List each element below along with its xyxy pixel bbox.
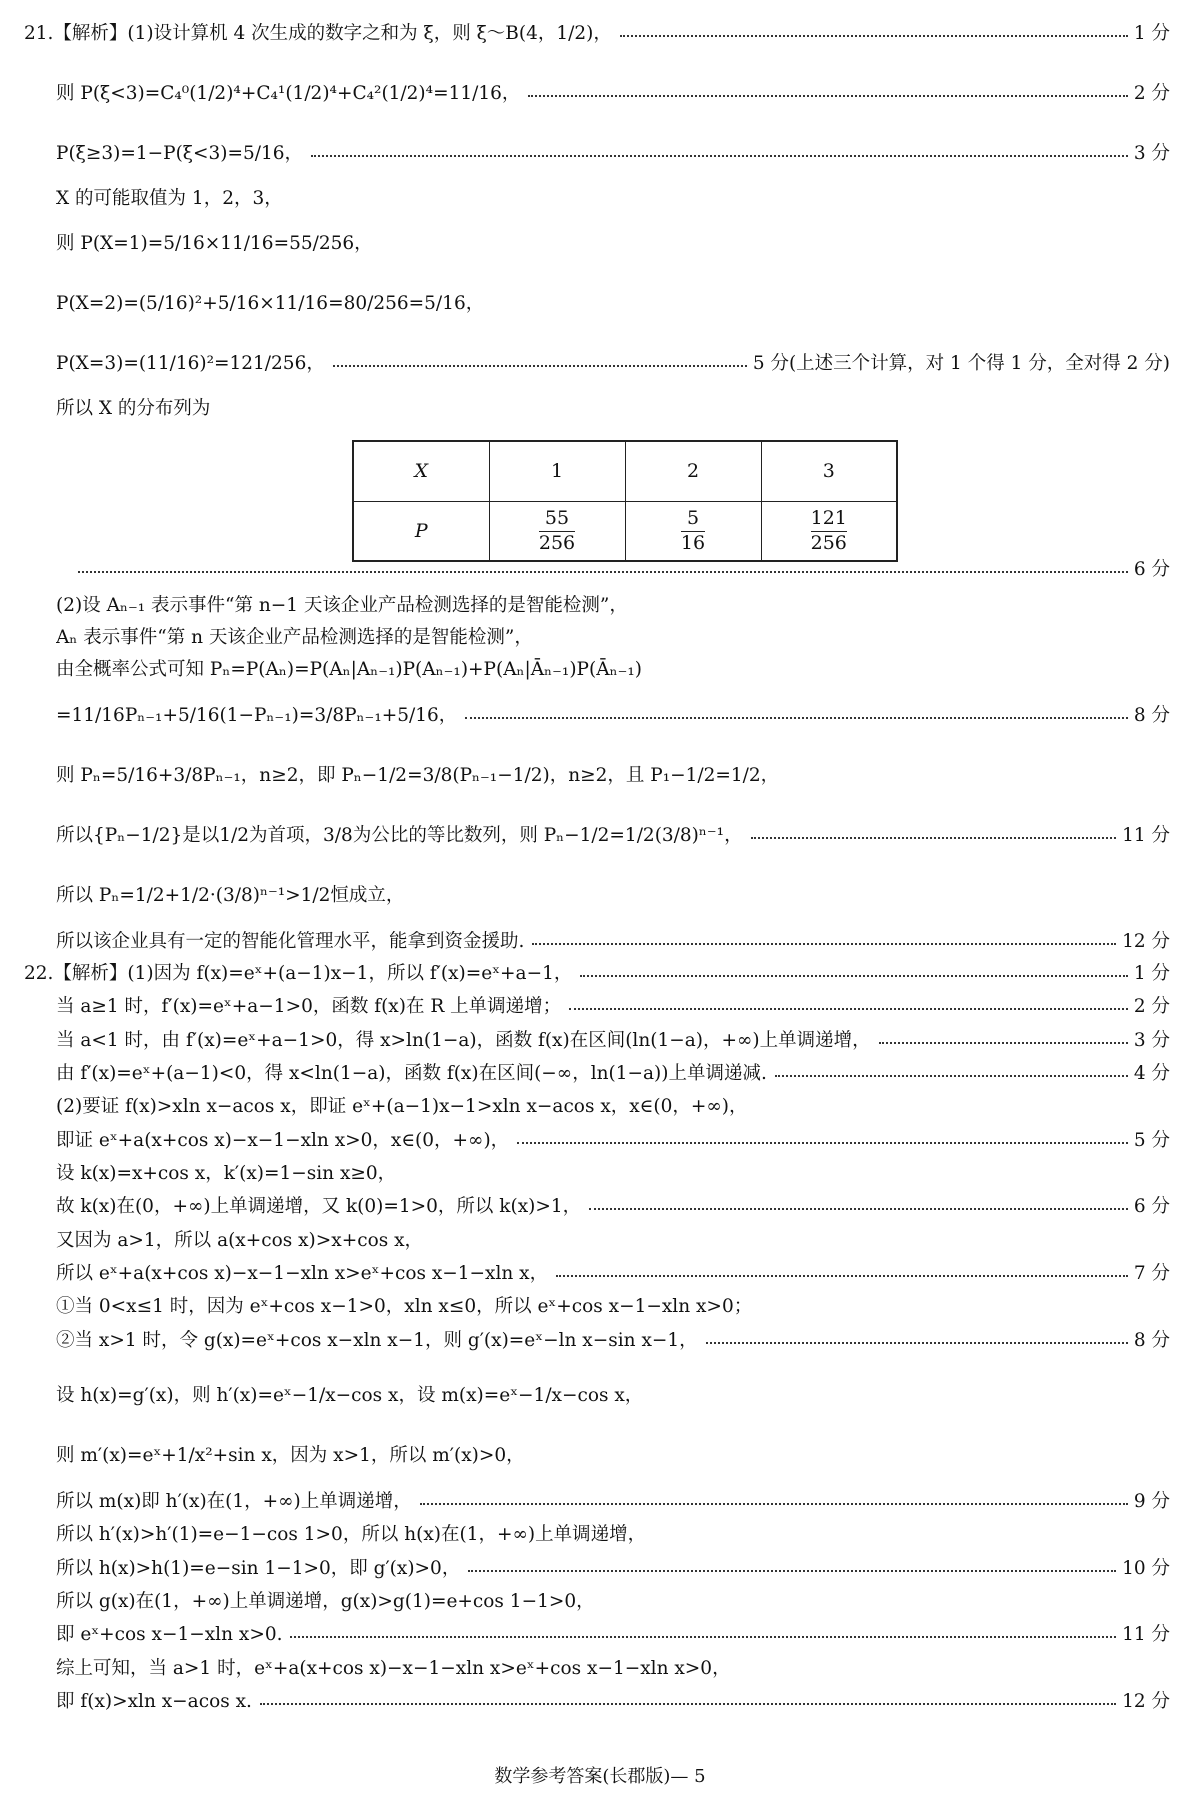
- line-text: 故 k(x)在(0，+∞)上单调递增，又 k(0)=1>0，所以 k(x)>1，: [56, 1196, 582, 1217]
- solution-line: [0, 589, 1200, 619]
- line-text: 所以 h′(x)>h′(1)=e−1−cos 1>0，所以 h(x)在(1，+∞)上单调递增，: [56, 1524, 647, 1545]
- line-text: 22.【解析】(1)因为 f(x)=eˣ+(a−1)x−1，所以 f′(x)=eˣ+a−1，: [24, 963, 573, 984]
- solution-line: [0, 819, 1200, 849]
- solution-line: [0, 1257, 1200, 1287]
- score-label: 6 分: [1133, 1196, 1170, 1217]
- dotted-leader: [569, 1008, 1128, 1010]
- line-text: Aₙ 表示事件“第 n 天该企业产品检测选择的是智能检测”，: [56, 627, 533, 648]
- dotted-leader: [465, 717, 1128, 719]
- line-text: 所以 m(x)即 h′(x)在(1，+∞)上单调递增，: [56, 1491, 412, 1512]
- dotted-leader: [78, 571, 1128, 573]
- dotted-leader: [589, 1208, 1128, 1210]
- dotted-leader: [706, 1342, 1128, 1344]
- line-text: 所以 g(x)在(1，+∞)上单调递增，g(x)>g(1)=e+cos 1−1>0，: [56, 1591, 595, 1612]
- line-text: (2)要证 f(x)>xln x−acos x，即证 eˣ+(a−1)x−1>xln x−acos x，x∈(0，+∞)，: [56, 1096, 748, 1117]
- line-text: 所以 eˣ+a(x+cos x)−x−1−xln x>eˣ+cos x−1−xln x，: [56, 1263, 549, 1284]
- dotted-leader: [580, 975, 1128, 977]
- score-label: 2 分: [1133, 996, 1170, 1017]
- score-label: 1 分: [1133, 963, 1170, 984]
- score-label: 11 分: [1122, 825, 1170, 846]
- score-label: 3 分: [1133, 1030, 1170, 1051]
- score-label: 5 分: [1133, 1130, 1170, 1151]
- solution-line: [0, 1324, 1200, 1354]
- score-label: 8 分: [1133, 1330, 1170, 1351]
- line-text: 即 eˣ+cos x−1−xln x>0.: [56, 1624, 283, 1645]
- solution-line: [0, 1439, 1200, 1469]
- dotted-leader: [532, 943, 1116, 945]
- line-text: 当 a≥1 时，f′(x)=eˣ+a−1>0，函数 f(x)在 R 上单调递增；: [56, 996, 562, 1017]
- score-label: 8 分: [1133, 705, 1170, 726]
- solution-line: [0, 17, 1200, 47]
- dotted-leader: [751, 837, 1116, 839]
- solution-line: [0, 1652, 1200, 1682]
- table-cell-p1: [489, 501, 625, 561]
- solution-line: [0, 392, 1200, 422]
- line-text: X 的可能取值为 1，2，3，: [56, 188, 283, 209]
- solution-line: [0, 287, 1200, 317]
- line-text: 由全概率公式可知 Pₙ=P(Aₙ)=P(Aₙ|Aₙ₋₁)P(Aₙ₋₁)+P(Aₙ|Āₙ₋₁)P(Āₙ₋₁): [56, 659, 642, 680]
- numerator: 121: [810, 507, 847, 530]
- table-row-x: [353, 441, 897, 501]
- distribution-table: [352, 440, 898, 562]
- dotted-leader: [879, 1042, 1128, 1044]
- solution-line: [0, 879, 1200, 909]
- score-label: 5 分(上述三个计算，对 1 个得 1 分，全对得 2 分): [752, 353, 1170, 374]
- dotted-leader: [556, 1275, 1128, 1277]
- solution-line: [0, 1057, 1200, 1087]
- solution-line: [0, 77, 1200, 107]
- solution-line: [0, 227, 1200, 257]
- line-text: 又因为 a>1，所以 a(x+cos x)>x+cos x，: [56, 1230, 424, 1251]
- line-text: 则 Pₙ=5/16+3/8Pₙ₋₁，n≥2，即 Pₙ−1/2=3/8(Pₙ₋₁−1/2)，n≥2，且 P₁−1/2=1/2，: [56, 765, 780, 786]
- solution-line: [0, 347, 1200, 377]
- solution-line: [0, 1585, 1200, 1615]
- fraction: [681, 509, 705, 554]
- line-text: 所以 Pₙ=1/2+1/2·(3/8)ⁿ⁻¹>1/2恒成立，: [56, 885, 405, 906]
- denominator: 256: [538, 532, 576, 555]
- line-text: 所以 h(x)>h(1)=e−sin 1−1>0，即 g′(x)>0，: [56, 1558, 461, 1579]
- table-cell-x1: 1: [489, 441, 625, 501]
- score-label: 1 分: [1133, 23, 1170, 44]
- score-label: 12 分: [1122, 1691, 1170, 1712]
- dotted-leader: [517, 1142, 1128, 1144]
- line-text: 则 P(X=1)=5/16×11/16=55/256，: [56, 233, 373, 254]
- dotted-leader: [775, 1075, 1128, 1077]
- line-text: 所以{Pₙ−1/2}是以1/2为首项，3/8为公比的等比数列，则 Pₙ−1/2=1/2(3/8)ⁿ⁻¹，: [56, 825, 743, 846]
- score-label: 12 分: [1122, 931, 1170, 952]
- solution-line: [0, 1485, 1200, 1515]
- solution-line: [0, 1090, 1200, 1120]
- line-text: P(ξ≥3)=1−P(ξ<3)=5/16，: [56, 143, 304, 164]
- line-text: P(X=3)=(11/16)²=121/256，: [56, 353, 325, 374]
- solution-line: [0, 1157, 1200, 1187]
- numerator: 55: [544, 507, 570, 530]
- solution-line: [0, 1685, 1200, 1715]
- solution-line: [0, 1290, 1200, 1320]
- solution-line: [0, 1224, 1200, 1254]
- line-text: 则 m′(x)=eˣ+1/x²+sin x，因为 x>1，所以 m′(x)>0，: [56, 1445, 525, 1466]
- line-text: (2)设 Aₙ₋₁ 表示事件“第 n−1 天该企业产品检测选择的是智能检测”，: [56, 595, 628, 616]
- solution-line: [0, 1379, 1200, 1409]
- dotted-leader: [290, 1636, 1116, 1638]
- line-text: P(X=2)=(5/16)²+5/16×11/16=80/256=5/16，: [56, 293, 485, 314]
- line-text: ②当 x>1 时，令 g(x)=eˣ+cos x−xln x−1，则 g′(x)=eˣ−ln x−sin x−1，: [56, 1330, 698, 1351]
- solution-line: [0, 957, 1200, 987]
- solution-line: [0, 1124, 1200, 1154]
- score-label: 2 分: [1133, 83, 1170, 104]
- solution-line: [0, 182, 1200, 212]
- table-cell-p3: [761, 501, 897, 561]
- dotted-leader: [333, 365, 747, 367]
- dotted-leader: [620, 35, 1128, 37]
- line-text: 设 k(x)=x+cos x，k′(x)=1−sin x≥0，: [56, 1163, 397, 1184]
- solution-line: [0, 137, 1200, 167]
- table-row-p: [353, 501, 897, 561]
- solution-line: [0, 759, 1200, 789]
- dotted-leader: [420, 1503, 1128, 1505]
- solution-line: [0, 1552, 1200, 1582]
- table-header-p: P: [353, 501, 489, 561]
- score-label: 4 分: [1133, 1063, 1170, 1084]
- line-text: 当 a<1 时，由 f′(x)=eˣ+a−1>0，得 x>ln(1−a)，函数 f(x)在区间(ln(1−a)，+∞)上单调递增，: [56, 1030, 871, 1051]
- solution-line: [0, 699, 1200, 729]
- solution-line: [0, 1518, 1200, 1548]
- dotted-leader: [311, 155, 1128, 157]
- table-cell-p2: [625, 501, 761, 561]
- line-text: 所以 X 的分布列为: [56, 398, 211, 419]
- table-header-x: X: [353, 441, 489, 501]
- page-footer: 数学参考答案(长郡版)— 5: [494, 1766, 706, 1787]
- line-text: 21.【解析】(1)设计算机 4 次生成的数字之和为 ξ，则 ξ～B(4，1/2)，: [24, 23, 612, 44]
- score-label: 6 分: [1133, 559, 1170, 580]
- score-label: 11 分: [1122, 1624, 1170, 1645]
- line-text: 即 f(x)>xln x−acos x.: [56, 1691, 252, 1712]
- score-label: 9 分: [1133, 1491, 1170, 1512]
- dotted-leader: [468, 1570, 1116, 1572]
- dotted-leader: [260, 1703, 1116, 1705]
- table-cell-x3: 3: [761, 441, 897, 501]
- line-text: 设 h(x)=g′(x)，则 h′(x)=eˣ−1/x−cos x，设 m(x)=eˣ−1/x−cos x，: [56, 1385, 644, 1406]
- score-label: 10 分: [1122, 1558, 1170, 1579]
- line-text: ①当 0<x≤1 时，因为 eˣ+cos x−1>0，xln x≤0，所以 eˣ+cos x−1−xln x>0；: [56, 1296, 753, 1317]
- solution-line: [0, 990, 1200, 1020]
- solution-line: [0, 1618, 1200, 1648]
- line-text: =11/16Pₙ₋₁+5/16(1−Pₙ₋₁)=3/8Pₙ₋₁+5/16，: [56, 705, 458, 726]
- line-text: 由 f′(x)=eˣ+(a−1)<0，得 x<ln(1−a)，函数 f(x)在区间(−∞，ln(1−a))上单调递减.: [56, 1063, 767, 1084]
- line-text: 所以该企业具有一定的智能化管理水平，能拿到资金援助.: [56, 931, 525, 952]
- solution-line: [0, 653, 1200, 683]
- score-label: 3 分: [1133, 143, 1170, 164]
- denominator: 256: [810, 532, 847, 555]
- fraction: [811, 509, 847, 554]
- dotted-leader: [528, 95, 1127, 97]
- numerator: 5: [686, 507, 700, 530]
- fraction: [539, 509, 575, 554]
- solution-line: [0, 1190, 1200, 1220]
- table-cell-x2: 2: [625, 441, 761, 501]
- score-label: 7 分: [1133, 1263, 1170, 1284]
- line-text: 综上可知，当 a>1 时，eˣ+a(x+cos x)−x−1−xln x>eˣ+cos x−1−xln x>0，: [56, 1658, 731, 1679]
- line-text: 则 P(ξ<3)=C₄⁰(1/2)⁴+C₄¹(1/2)⁴+C₄²(1/2)⁴=11/16，: [56, 83, 521, 104]
- solution-line: [0, 925, 1200, 955]
- denominator: 16: [680, 532, 706, 555]
- solution-line: [0, 621, 1200, 651]
- line-text: 即证 eˣ+a(x+cos x)−x−1−xln x>0，x∈(0，+∞)，: [56, 1130, 510, 1151]
- solution-line: [0, 1024, 1200, 1054]
